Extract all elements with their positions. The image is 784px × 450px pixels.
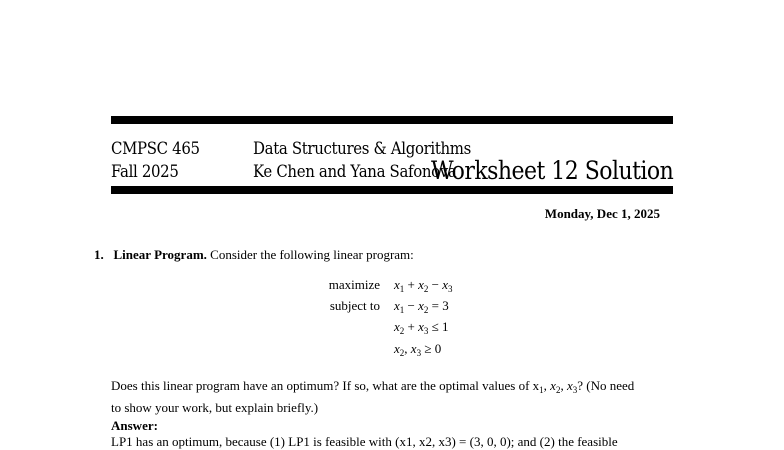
course-instructors: Ke Chen and Yana Safonova	[253, 162, 457, 182]
lp-objective: $x_1 + x_2 - x_3$	[394, 277, 453, 294]
answer-text: LP1 has an optimum, because (1) LP1 is feasible with (x1, x2, x3) = (3, 0, 0); and (2) the feasible	[111, 434, 618, 449]
lp-constraints-label: subject to	[329, 298, 380, 313]
lp-constraint-3: $x_2$, $x_3 \ge 0$	[394, 341, 442, 358]
course-term: Fall 2025	[111, 162, 179, 182]
lp-constraint-1: $x_1 - x_2 = 3$	[394, 298, 449, 315]
problem-intro: Consider the following linear program:	[210, 247, 414, 262]
lp-objective-label: maximize	[328, 277, 380, 292]
worksheet-title: Worksheet 12 Solution	[430, 156, 673, 185]
course-code: CMPSC 465	[111, 139, 200, 159]
course-subject: Data Structures & Algorithms	[253, 139, 471, 159]
lp-constraint-2: $x_2 + x_3 \le 1$	[394, 319, 449, 336]
answer-label: Answer:	[111, 418, 158, 433]
problem-title: Linear Program.	[113, 247, 207, 262]
worksheet-date: Monday, Dec 1, 2025	[544, 206, 660, 221]
header-rule-bottom	[111, 186, 673, 194]
problem-heading	[94, 247, 414, 263]
header-rule-top	[111, 116, 673, 124]
problem-number: 1.	[94, 247, 104, 262]
problem-question: Does this linear program have an optimum? If so, what are the optimal values of $x_1$, $x_2$, $x_3$? (No need to show your work, but explain briefly.)	[111, 378, 635, 415]
